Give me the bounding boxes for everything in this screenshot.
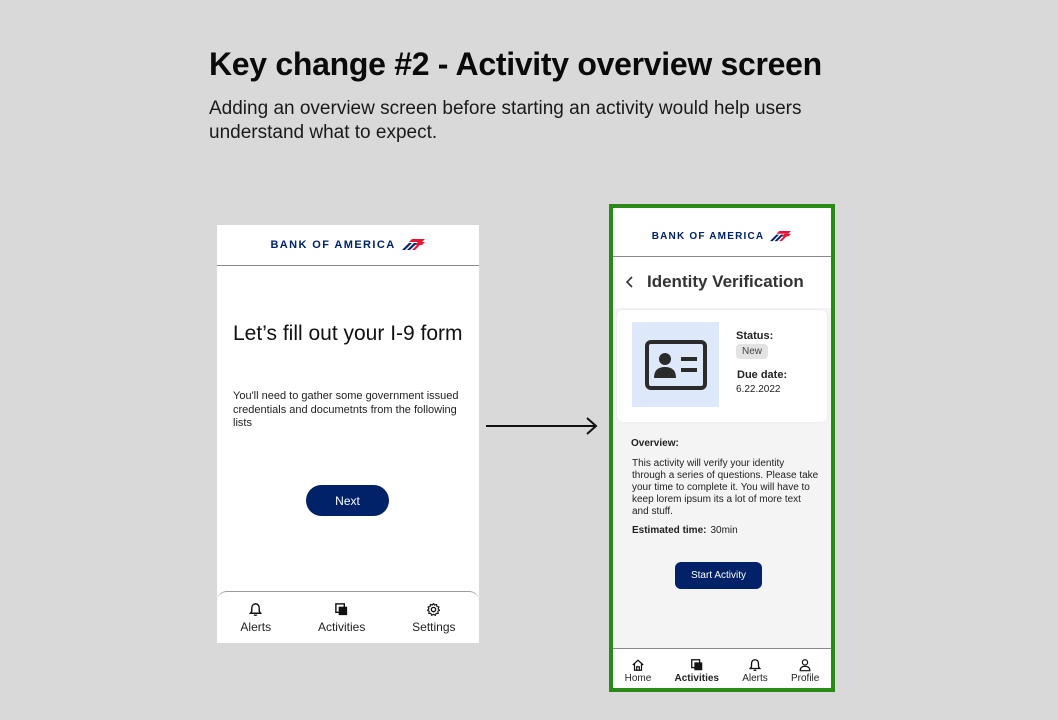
page-title: Identity Verification bbox=[647, 272, 804, 291]
slide-subtitle: Adding an overview screen before starting an activity would help users understand what to expect. bbox=[209, 98, 802, 143]
due-date-value: 6.22.2022 bbox=[736, 384, 781, 395]
after-phone-screen bbox=[609, 204, 835, 692]
slide-title: Key change #2 - Activity overview screen bbox=[209, 46, 822, 82]
title-row bbox=[613, 272, 831, 292]
chevron-left-icon bbox=[625, 275, 635, 289]
home-icon bbox=[631, 658, 645, 672]
start-activity-button[interactable]: Start Activity bbox=[675, 562, 762, 589]
bank-name: BANK OF AMERICA bbox=[270, 239, 396, 251]
nav-activities[interactable] bbox=[675, 658, 719, 684]
status-label: Status: bbox=[736, 330, 774, 342]
activities-icon bbox=[334, 602, 349, 617]
transition-arrow-icon bbox=[486, 414, 600, 438]
overview-text: This activity will verify your identity through a series of questions. Please take your time to complete it. You will have to keep lorem ipsum its a lot of more text and stuff. bbox=[632, 458, 819, 517]
flag-logo-icon bbox=[400, 239, 426, 251]
nav-profile[interactable] bbox=[791, 658, 819, 684]
bottom-nav bbox=[217, 591, 479, 643]
activity-summary-card bbox=[617, 310, 827, 422]
nav-settings-label: Settings bbox=[412, 619, 456, 634]
nav-alerts[interactable] bbox=[742, 658, 768, 684]
bank-logo bbox=[270, 239, 425, 251]
estimated-time-value: 30min bbox=[710, 525, 738, 536]
bank-logo bbox=[652, 231, 793, 242]
gear-icon bbox=[426, 602, 441, 617]
nav-activities-label: Activities bbox=[674, 672, 719, 684]
app-header bbox=[217, 225, 479, 266]
next-button[interactable]: Next bbox=[306, 485, 389, 516]
nav-alerts-label: Alerts bbox=[240, 619, 272, 634]
app-header bbox=[613, 208, 831, 257]
bell-icon bbox=[248, 602, 263, 617]
activities-icon bbox=[690, 658, 704, 672]
form-instructions: You'll need to gather some government issued credentials and documetnts from the following lists bbox=[233, 390, 459, 429]
nav-settings[interactable] bbox=[412, 602, 455, 634]
estimated-time-label: Estimated time: bbox=[632, 525, 707, 536]
id-card-icon bbox=[645, 340, 707, 390]
estimated-time bbox=[632, 525, 738, 536]
nav-home[interactable] bbox=[625, 658, 652, 684]
overview-label: Overview: bbox=[631, 438, 679, 449]
profile-icon bbox=[798, 658, 812, 672]
flag-logo-icon bbox=[768, 231, 792, 242]
nav-home-label: Home bbox=[624, 672, 652, 684]
bottom-nav bbox=[613, 648, 831, 692]
bank-name: BANK OF AMERICA bbox=[651, 230, 765, 242]
form-heading: Let’s fill out your I-9 form bbox=[233, 322, 463, 345]
nav-activities-label: Activities bbox=[317, 619, 366, 634]
before-phone-screen bbox=[217, 225, 479, 643]
back-button[interactable] bbox=[613, 275, 647, 289]
bell-icon bbox=[748, 658, 762, 672]
nav-activities[interactable] bbox=[318, 602, 365, 634]
id-card-illustration bbox=[632, 322, 719, 407]
due-date-label: Due date: bbox=[737, 369, 788, 381]
status-badge: New bbox=[736, 344, 768, 359]
nav-profile-label: Profile bbox=[790, 672, 820, 684]
nav-alerts[interactable] bbox=[240, 602, 271, 634]
nav-alerts-label: Alerts bbox=[742, 672, 768, 684]
